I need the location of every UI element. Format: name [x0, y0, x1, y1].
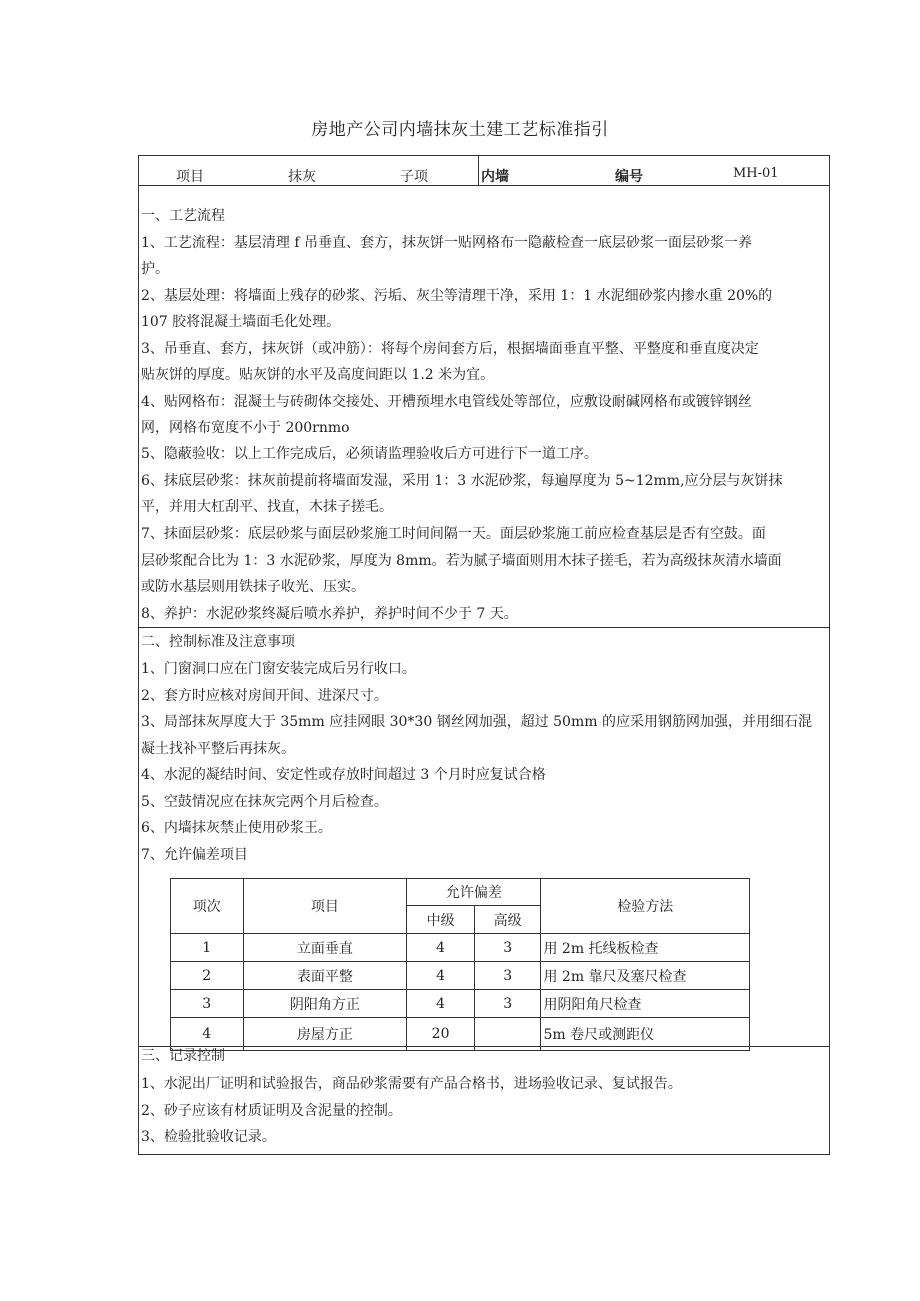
text-line: 网，网格布宽度不小于 200rnmo	[141, 420, 350, 436]
table-row	[171, 990, 750, 1018]
code-value: MH-01	[733, 166, 779, 181]
text-line: 护。	[141, 261, 169, 277]
text-line: 6、内墙抹灰禁止使用砂浆王。	[141, 820, 332, 836]
cell-method: 5m 卷尺或测距仪	[541, 1018, 750, 1051]
text-line: 1、工艺流程：基层清理 f 吊垂直、套方，抹灰饼一贴网格布一隐蔽检查一底层砂浆一面层砂浆一养	[141, 235, 752, 251]
standard-table	[138, 155, 830, 1155]
cell-seq: 1	[171, 934, 244, 962]
cell-item: 阴阳角方正	[243, 990, 407, 1018]
cell-high: 3	[474, 934, 541, 962]
cell-method: 用 2m 托线板检查	[541, 934, 750, 962]
section-process	[139, 185, 829, 628]
text-line: 3、检验批验收记录。	[141, 1129, 276, 1145]
text-line: 1、门窗洞口应在门窗安装完成后另行收口。	[141, 661, 416, 677]
cell-high: 3	[474, 990, 541, 1018]
deviation-heading: 7、允许偏差项目	[141, 847, 248, 863]
text-line: 层砂浆配合比为 1：3 水泥砂浆，厚度为 8mm。若为腻子墙面则用木抹子搓毛，若为高级抹灰清水墙面	[141, 553, 782, 569]
cell-method: 用 2m 靠尺及塞尺检查	[541, 962, 750, 990]
text-line: 凝土找补平整后再抹灰。	[141, 741, 295, 757]
cell-mid: 4	[407, 934, 475, 962]
text-line: 4、水泥的凝结时间、安定性或存放时间超过 3 个月时应复试合格	[141, 767, 546, 783]
section-heading: 二、控制标准及注意事项	[141, 634, 295, 650]
code-label: 编号	[615, 169, 643, 185]
cell-item: 表面平整	[243, 962, 407, 990]
text-line: 6、抹底层砂浆：抹灰前提前将墙面发湿，采用 1：3 水泥砂浆，每遍厚度为 5~12mm,应分层与灰饼抹	[141, 473, 783, 489]
text-line: 2、砂子应该有材质证明及含泥量的控制。	[141, 1103, 402, 1119]
text-line: 5、空鼓情况应在抹灰完两个月后检查。	[141, 794, 388, 810]
text-line: 3、吊垂直、套方，抹灰饼（或冲筋）：将每个房间套方后，根据墙面垂直平整、平整度和垂直度决定	[141, 341, 759, 357]
text-line: 贴灰饼的厚度。贴灰饼的水平及高度间距以 1.2 米为宜。	[141, 367, 495, 383]
section-heading: 三、记录控制	[141, 1048, 225, 1064]
text-line: 8、养护：水泥砂浆终凝后喷水养护，养护时间不少于 7 天。	[141, 606, 518, 622]
section-heading: 一、工艺流程	[141, 208, 225, 224]
cell-seq: 3	[171, 990, 244, 1018]
col-high-header: 高级	[474, 906, 541, 934]
text-line: 3、局部抹灰厚度大于 35mm 应挂网眼 30*30 钢丝网加强，超过 50mm 的应采用钢筋网加强，并用细石混	[141, 714, 812, 730]
col-seq-header: 项次	[171, 879, 244, 934]
cell-seq: 4	[171, 1018, 244, 1051]
header-row	[139, 156, 829, 186]
deviation-table	[170, 878, 750, 1051]
col-mid-header: 中级	[407, 906, 475, 934]
text-line: 2、套方时应核对房间开间、进深尺寸。	[141, 688, 388, 704]
table-row	[171, 1018, 750, 1051]
col-allow-header: 允许偏差	[407, 879, 541, 906]
item-label: 项目	[176, 169, 204, 185]
cell-high: 3	[474, 962, 541, 990]
sub-value: 内墙	[481, 169, 509, 185]
cell-item: 房屋方正	[243, 1018, 407, 1051]
cell-mid: 4	[407, 990, 475, 1018]
text-line: 1、水泥出厂证明和试验报告，商品砂浆需要有产品合格书，进场验收记录、复试报告。	[141, 1076, 682, 1092]
section-control	[139, 628, 829, 1047]
cell-mid: 4	[407, 962, 475, 990]
cell-method: 用阴阳角尺检查	[541, 990, 750, 1018]
cell-mid: 20	[407, 1018, 475, 1051]
sub-label: 子项	[400, 169, 428, 185]
table-row	[171, 962, 750, 990]
text-line: 4、贴网格布：混凝土与砖砌体交接处、开槽预埋水电管线处等部位，应敷设耐碱网格布或镀锌钢丝	[141, 394, 752, 410]
col-method-header: 检验方法	[541, 879, 750, 934]
cell-item: 立面垂直	[243, 934, 407, 962]
text-line: 7、抹面层砂浆：底层砂浆与面层砂浆施工时间间隔一天。面层砂浆施工前应检查基层是否有空鼓。面	[141, 526, 766, 542]
table-row	[171, 934, 750, 962]
text-line: 2、基层处理：将墙面上残存的砂浆、污垢、灰尘等清理干净，采用 1：1 水泥细砂浆内掺水重 20%的	[141, 288, 773, 304]
cell-high	[474, 1018, 541, 1051]
text-line: 平，并用大杠刮平、找直，木抹子搓毛。	[141, 499, 393, 515]
page-title: 房地产公司内墙抹灰土建工艺标准指引	[311, 120, 609, 140]
text-line: 或防水基层则用铁抹子收光、压实。	[141, 579, 365, 595]
cell-seq: 2	[171, 962, 244, 990]
text-line: 107 胶将混凝土墙面毛化处理。	[141, 314, 341, 330]
col-item-header: 项目	[243, 879, 407, 934]
section-records	[139, 1047, 829, 1154]
item-value: 抹灰	[288, 169, 316, 185]
header-divider	[478, 156, 479, 185]
text-line: 5、隐蔽验收：以上工作完成后，必须请监理验收后方可进行下一道工序。	[141, 446, 598, 462]
